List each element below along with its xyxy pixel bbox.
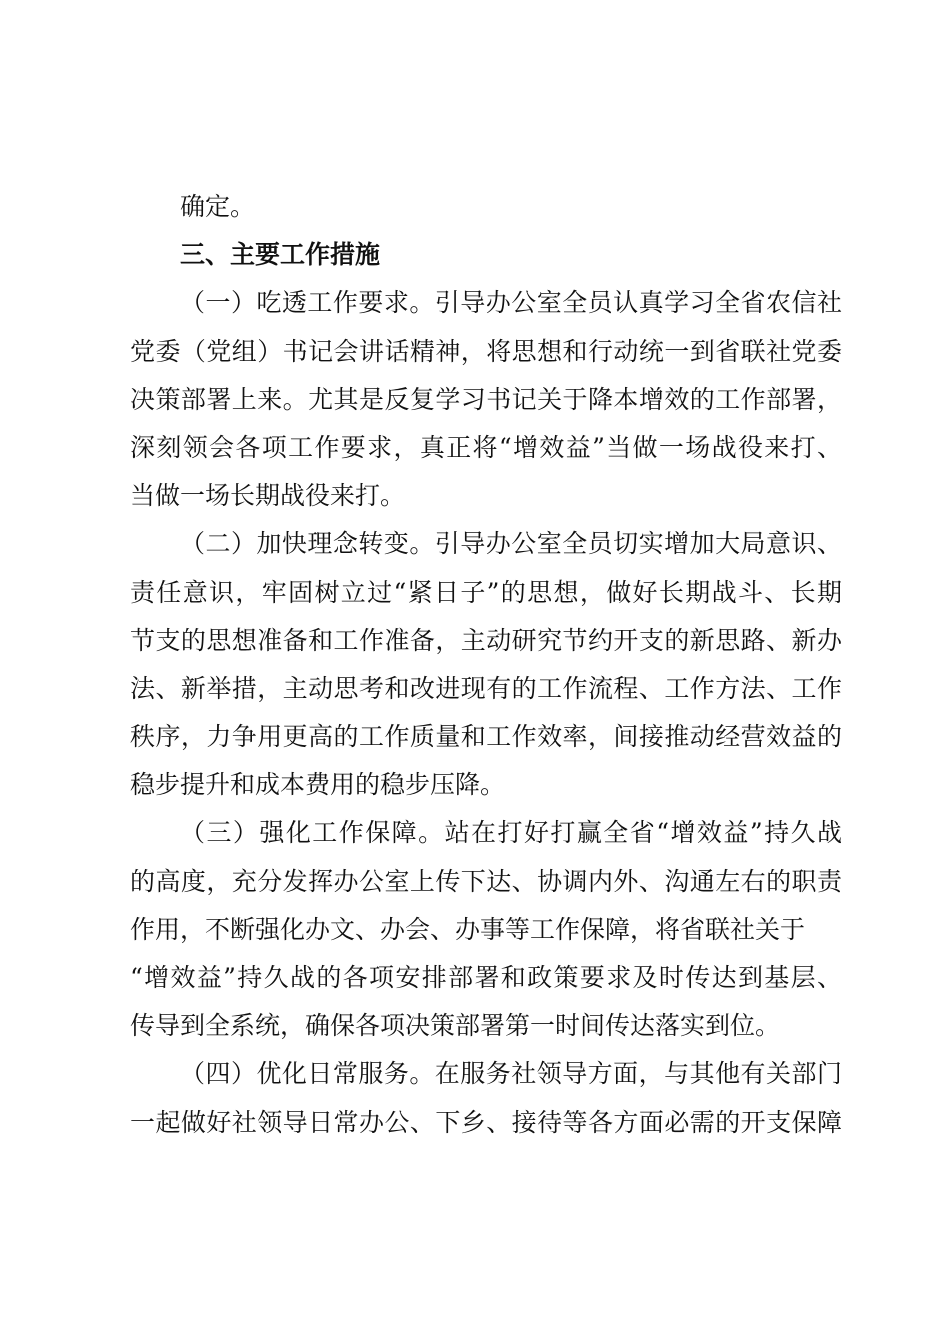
text-line: （四）优化日常服务。在服务社领导方面，与其他有关部门 (180, 1059, 842, 1089)
paragraph-2 (130, 520, 842, 809)
text-line: （一）吃透工作要求。引导办公室全员认真学习全省农信社 (180, 288, 842, 318)
text-line: 作用，不断强化办文、办会、办事等工作保障，将省联社关于 (130, 914, 806, 944)
text-line: 秩序，力争用更高的工作质量和工作效率，间接推动经营效益的 (130, 722, 842, 752)
text-line: 当做一场长期战役来打。 (130, 481, 406, 511)
text-line: 传导到全系统，确保各项决策部署第一时间传达落实到位。 (130, 1011, 781, 1041)
text-line: 确定。 (180, 192, 256, 221)
text-line: 一起做好社领导日常办公、下乡、接待等各方面必需的开支保障 (130, 1107, 842, 1137)
section-heading (130, 231, 842, 279)
section-heading-text: 三、主要工作措施 (180, 240, 381, 270)
text-line: 节支的思想准备和工作准备，主动研究节约开支的新思路、新办 (130, 625, 842, 655)
text-line: （二）加快理念转变。引导办公室全员切实增加大局意识、 (180, 529, 842, 559)
text-line: 的高度，充分发挥办公室上传下达、协调内外、沟通左右的职责 (130, 866, 842, 896)
text-line: 法、新举措，主动思考和改进现有的工作流程、工作方法、工作 (130, 673, 842, 703)
paragraph-4 (130, 1050, 842, 1146)
text-line: “增效益”持久战的各项安排部署和政策要求及时传达到基层、 (130, 963, 842, 992)
text-line: 稳步提升和成本费用的稳步压降。 (130, 770, 506, 800)
text-line: 党委（党组）书记会讲话精神，将思想和行动统一到省联社党委 (130, 336, 842, 366)
text-line: （三）强化工作保障。站在打好打赢全省“增效益”持久战 (180, 818, 842, 848)
text-line: 决策部署上来。尤其是反复学习书记关于降本增效的工作部署， (130, 384, 842, 414)
continuation-paragraph (130, 183, 842, 231)
text-line: 责任意识，牢固树立过“紧日子”的思想，做好长期战斗、长期 (130, 577, 842, 607)
document-body (130, 183, 842, 1147)
paragraph-3 (130, 809, 842, 1050)
text-line: 深刻领会各项工作要求，真正将“增效益”当做一场战役来打、 (130, 432, 842, 462)
paragraph-1 (130, 279, 842, 520)
